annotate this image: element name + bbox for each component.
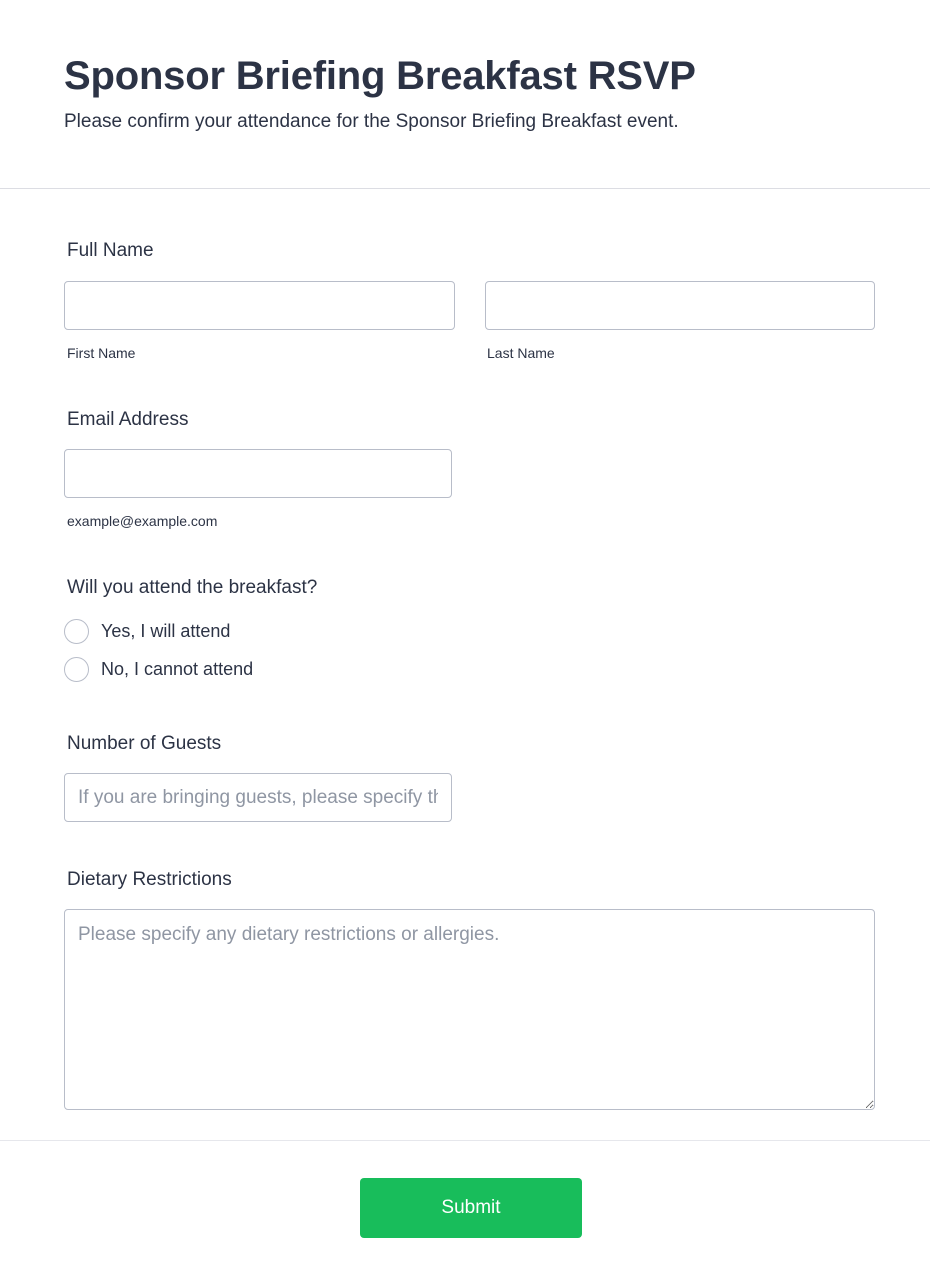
footer-divider: [0, 1140, 930, 1141]
first-name-sublabel: First Name: [67, 345, 136, 361]
radio-button[interactable]: [64, 657, 89, 682]
page-title: Sponsor Briefing Breakfast RSVP: [64, 54, 696, 98]
attendance-label: Will you attend the breakfast?: [67, 577, 318, 598]
last-name-sublabel: Last Name: [487, 345, 555, 361]
radio-button[interactable]: [64, 619, 89, 644]
attendance-option-yes[interactable]: [64, 618, 230, 644]
email-input[interactable]: [64, 449, 452, 498]
first-name-input[interactable]: [64, 281, 455, 330]
guests-label: Number of Guests: [67, 733, 222, 754]
submit-button[interactable]: Submit: [360, 1178, 582, 1238]
form-header: [0, 0, 930, 189]
last-name-input[interactable]: [485, 281, 875, 330]
full-name-label: Full Name: [67, 240, 154, 261]
guests-input[interactable]: [64, 773, 452, 822]
dietary-label: Dietary Restrictions: [67, 869, 232, 890]
radio-label: No, I cannot attend: [101, 658, 254, 679]
page-subtitle: Please confirm your attendance for the Sponsor Briefing Breakfast event.: [64, 111, 679, 132]
attendance-option-no[interactable]: [64, 656, 253, 682]
radio-label: Yes, I will attend: [101, 620, 231, 641]
email-sublabel: example@example.com: [67, 513, 218, 529]
dietary-textarea[interactable]: [64, 909, 875, 1110]
email-label: Email Address: [67, 409, 189, 430]
